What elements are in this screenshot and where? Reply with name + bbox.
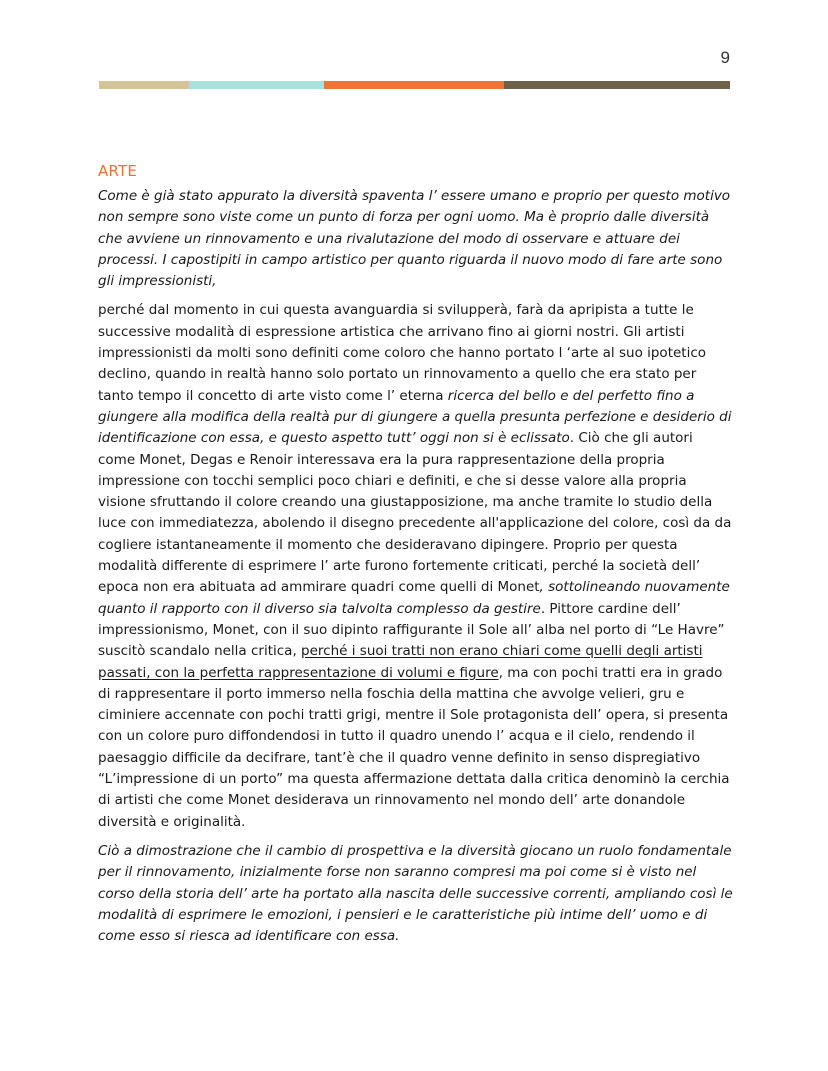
color-bar-segment-brown [504, 81, 730, 89]
color-bar-segment-tan [99, 81, 189, 89]
document-content [98, 162, 734, 947]
intro-paragraph: Come è già stato appurato la diversità spaventa l’ essere umano e proprio per questo motivo non sempre sono viste come un punto di forza per ogni uomo. Ma è proprio dalle diversità che avviene un rinnovamento e una rivalutazione del modo di osservare e attuare dei processi. I capostipiti in campo artistico per quanto riguarda il nuovo modo di fare arte sono gli impressionisti, [98, 188, 731, 290]
color-bar-segment-aqua [189, 81, 324, 89]
body-italic-1: ricerca del bello e del perfetto fino a giungere alla modifica della realtà pur di giungere a quella presunta perfezione e desiderio di identificazione con essa, e questo aspetto tutt’ oggi non si è eclissato [98, 387, 732, 447]
body-text-1: perché dal momento in cui questa avanguardia si svilupperà, farà da apripista a tutte le successive modalità di espressione artistica che arrivano fino ai giorni nostri. Gli artisti impressionisti da molti sono definiti come coloro che hanno portato l ‘arte al suo ipotetico declino, quando in realtà hanno solo portato un rinnovamento a quello che era stato per tanto tempo il concetto di arte visto come l’ eterna [98, 302, 707, 404]
section-title: ARTE [98, 162, 138, 180]
body-text-3: . Pittore cardine dell’ impressionismo, Monet, con il suo dipinto raffigurante il Sole all’ alba nel porto di “Le Havre” suscitò scandalo nella critica, [98, 600, 725, 660]
body-underlined-text: perché i suoi tratti non erano chiari come quelli degli artisti passati, con la perfetta rappresentazione di volumi e figure [98, 643, 703, 681]
body-paragraph [98, 300, 734, 832]
conclusion-paragraph: Ciò a dimostrazione che il cambio di prospettiva e la diversità giocano un ruolo fondamentale per il rinnovamento, inizialmente forse non saranno compresi ma poi come si è visto nel corso della storia dell’ arte ha portato alla nascita delle successive correnti, ampliando così le modalità di esprimere le emozioni, i pensieri e le caratteristiche più intime dell’ uomo e di come esso si riesca ad identificare con essa. [98, 842, 733, 945]
body-text-2: . Ciò che gli autori come Monet, Degas e Renoir interessava era la pura rappresentazione della propria impressione con tocchi semplici poco chiari e definiti, e che si desse valore alla propria visione sfruttando il colore creando una giustapposizione, ma anche tramite lo studio della luce con immediatezza, abolendo il disegno precedente all'applicazione del colore, così da da cogliere istantaneamente il momento che desideravano dipingere. Proprio per questa modalità differente di esprimere l’ arte furono fortemente criticati, perché la società dell’ epoca non era abituata ad ammirare quadri come quelli di Monet [98, 430, 732, 596]
header-color-bar [99, 81, 730, 89]
body-italic-2: , sottolineando nuovamente quanto il rapporto con il diverso sia talvolta complesso da gestire [98, 579, 730, 617]
body-text-4: , ma con pochi tratti era in grado di rappresentare il porto immerso nella foschia della mattina che avvolge velieri, gru e ciminiere accennate con pochi tratti grigi, mentre il Sole protagonista dell’ opera, si presenta con un colore puro diffondendosi in tutto il quadro unendo l’ acqua e il cielo, rendendo il paesaggio difficile da decifrare, tant’è che il quadro venne definito in senso dispregiativo “L’impressione di un porto” ma questa affermazione dettata dalla critica denominò la cerchia di artisti che come Monet desiderava un rinnovamento nel mondo dell’ arte donandole diversità e originalità. [98, 664, 730, 830]
color-bar-segment-orange [324, 81, 504, 89]
page-number: 9 [720, 48, 730, 67]
